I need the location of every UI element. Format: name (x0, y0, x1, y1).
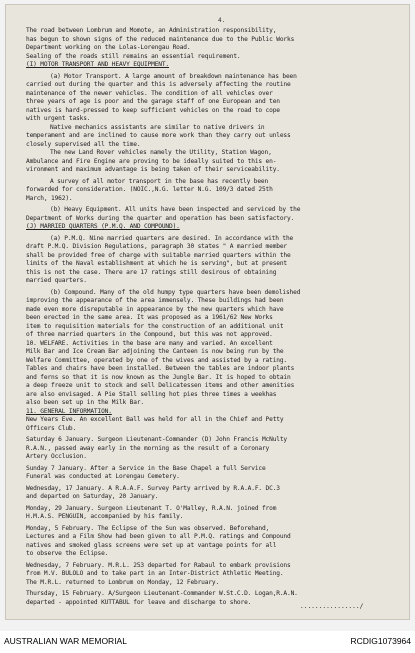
text-line: married quarters. (26, 277, 87, 284)
text-line: Department working on the Lolas-Lorengau Road. (26, 44, 191, 51)
text-line: Wednesday, 7 February. M.R.L. 253 departed for Rabaul to embark provisions (26, 561, 291, 569)
text-line: are also envisaged. A Pie Stall selling hot pies three times a weekhas (26, 390, 277, 398)
text-line: Thursday, 15 February. A/Surgeon Lieutenant-Commander W.St.C.D. Logan,R.A.N. (26, 590, 298, 597)
text-line: shall be provided free of charge with suitable married quarters within the (26, 251, 291, 259)
text-line: vironment and maximum advantage is being taken of their serviceability. (26, 166, 280, 173)
text-line: (J) MARRIED QUARTERS (P.M.Q. AND COMPOUND). (26, 223, 180, 230)
text-line: improving the appearance of the area immensely. These buildings had been (26, 297, 284, 304)
text-line: of three married quarters in the Compound, but this was not approved. (26, 331, 273, 338)
text-line: Lectures and a Film Show had been given to all P.M.Q. ratings and Compound (26, 533, 291, 540)
text-line: Sealing of the roads still remains an essential requirement. (26, 52, 241, 60)
document-body (26, 27, 401, 607)
text-line: natives and smoked glass screens were set up at vantage points for all (26, 541, 277, 549)
text-line: to observe the Eclipse. (26, 550, 109, 557)
text-line: New Years Eve. An excellent Ball was held for all in the Chief and Petty (26, 416, 284, 423)
text-line: Wednesday, 17 January. A R.A.A.F. Survey Party arrived by R.A.A.F. DC.3 (26, 484, 280, 492)
text-line: A survey of all motor transport in the base has recently been (50, 177, 269, 185)
text-line: has begun to shown signs of the reduced maintenance due to the Public Works (26, 35, 295, 43)
text-line: with urgent tasks. (26, 115, 91, 122)
text-line: Sunday 7 January. After a Service in the Base Chapel a full Service (26, 464, 266, 472)
text-line: this is not the case. There are 17 ratings still desirous of obtaining (26, 268, 277, 276)
text-line: Milk Bar and Ice Cream Bar adjoining the Canteen is now being run by the (26, 348, 284, 355)
continuation-mark: ................/ (300, 603, 364, 610)
text-line: (b) Compound. Many of the old humpy type quarters have been demolished (50, 288, 301, 296)
text-line: The M.R.L. returned to Lombrum on Monday, 12 February. (26, 578, 220, 586)
footer-archive-name: AUSTRALIAN WAR MEMORIAL (4, 636, 127, 646)
text-line: Native mechanics assistants are similar to native drivers in (50, 123, 265, 131)
text-line: draft P.M.Q. Division Regulations, paragraph 30 states " A married member (26, 243, 287, 250)
text-line: (a) Motor Transport. A large amount of breakdown maintenance has been (50, 72, 297, 80)
document-page (5, 4, 410, 620)
text-line: (a) P.M.Q. Nine married quarters are desired. In accordance with the (50, 234, 294, 242)
text-line: (b) Heavy Equipment. All units have been inspected and serviced by the (50, 206, 301, 213)
text-line: Monday, 29 January. Surgeon Lieutenant T. O'Malley, R.A.N. joined from (26, 504, 277, 512)
text-line: forwarded for consideration. (NOIC.,N.G. letter N.G. 109/3 dated 25th (26, 186, 273, 193)
text-line: a deep freeze unit to stock and sell Delicatessen items and other amenities (26, 382, 295, 389)
text-line: been erected in the same area. It was proposed as a 1961/62 New Works (26, 314, 273, 321)
text-line: temperament and are inclined to cause more work than they carry out unless (26, 132, 291, 139)
text-line: R.A.N., passed away early in the morning as the result of a Coronary (26, 444, 270, 452)
text-line: item to requisition materials for the construction of an additional unit (26, 322, 284, 330)
text-line: Tables and chairs have been installed. Between the tables are indoor plants (26, 365, 295, 372)
text-line: The new Land Rover vehicles namely the Utility, Station Wagon, (50, 149, 272, 156)
text-line: Department of Works during the quarter and operation has been satisfactory. (26, 214, 295, 222)
text-line: also been set up in the Milk Bar. (26, 399, 144, 406)
text-line: Artery Occlusion. (26, 453, 87, 460)
text-line: three years of age is poor and the garage staff of one European and ten (26, 98, 280, 105)
text-line: H.M.A.S. PENGUIN, accompanied by his family. (26, 513, 184, 520)
text-line: maintenance of the newer vehicles. The condition of all vehicles over (26, 89, 273, 97)
text-line: 10. WELFARE. Activities in the base are many and varied. An excellent (26, 339, 273, 347)
text-line: natives is hard-pressed to keep sufficient vehicles on the road to cope (26, 106, 280, 114)
text-line: Welfare Committee, operated by one of the wives and assisted by a rating. (26, 356, 287, 364)
text-line: Saturday 6 January. Surgeon Lieutenant-Commander (D) John Francis McNulty (26, 436, 287, 443)
text-line: from M.V. BULOLO and to take part in an Inter-District Athletic Meeting. (26, 570, 284, 577)
text-line: made even more disreputable in appearance by the new quarters which have (26, 305, 284, 313)
text-line: closely supervised all the time. (26, 140, 141, 148)
text-line: Monday, 5 February. The Eclipse of the Sun was observed. Beforehand, (26, 524, 270, 532)
text-line: The road between Lombrum and Momote, an Administration responsibility, (26, 27, 277, 34)
page-number: 4. (218, 17, 226, 24)
text-line: and ferns so that it is now known as the Jungle Bar. It is hoped to obtain (26, 373, 291, 381)
text-line: limits of the Naval establishment at which he is serving", but at present (26, 260, 287, 267)
text-line: March, 1962). (26, 194, 73, 202)
text-line: departed - appointed KUTTABUL for leave and discharge to shore. (26, 598, 252, 606)
footer-record-id: RCDIG1073964 (350, 636, 411, 646)
text-line: Officers Club. (26, 424, 77, 432)
text-line: and departed on Saturday, 20 January. (26, 493, 159, 500)
text-line: Funeral was conducted at Lorengau Cemetery. (26, 473, 180, 480)
text-line: Ambulance and Fire Engine are proving to be ideally suited to this en- (26, 157, 277, 165)
text-line: carried out during the quarter and this is adversely affecting the routine (26, 81, 291, 88)
text-line: (I) MOTOR TRANSPORT AND HEAVY EQUIPMENT. (26, 61, 170, 68)
archive-footer (0, 631, 415, 653)
text-line: 11. GENERAL INFORMATION. (26, 407, 112, 415)
